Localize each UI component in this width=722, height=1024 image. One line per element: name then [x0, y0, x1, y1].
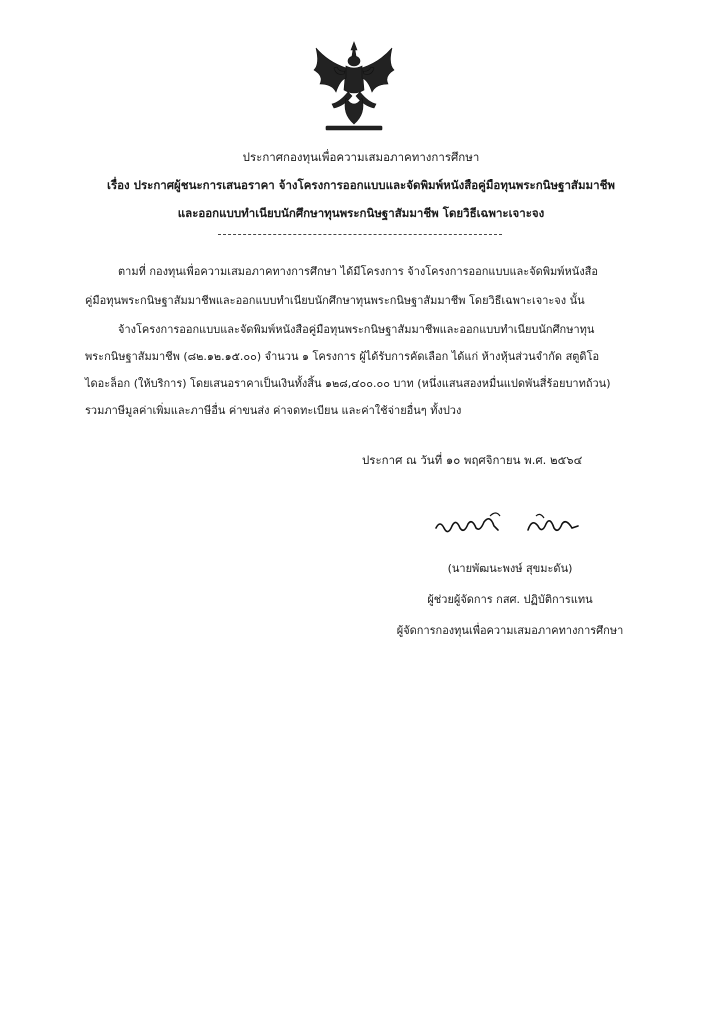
signatory-name: (นายพัฒนะพงษ์ สุขมะดัน) — [447, 562, 573, 575]
separator-line — [218, 234, 502, 235]
paragraph-2-line-4: รวมภาษีมูลค่าเพิ่มและภาษีอื่น ค่าขนส่ง ค่าจดทะเบียน และค่าใช้จ่ายอื่นๆ ทั้งปวง — [85, 404, 462, 417]
paragraph-2-line-1: จ้างโครงการออกแบบและจัดพิมพ์หนังสือคู่มือทุนพระกนิษฐาสัมมาชีพและออกแบบทำเนียบนักศึกษาทุน — [118, 323, 595, 336]
signatory-position-1: ผู้ช่วยผู้จัดการ กสศ. ปฏิบัติการแทน — [427, 593, 593, 606]
announcement-subject-line-2: และออกแบบทำเนียบนักศึกษาทุนพระกนิษฐาสัมมาชีพ โดยวิธีเฉพาะเจาะจง — [177, 206, 545, 220]
paragraph-2-line-2: พระกนิษฐาสัมมาชีพ (๘๒.๑๒.๑๕.๐๐) จำนวน ๑ โครงการ ผู้ได้รับการคัดเลือก ได้แก่ ห้างหุ้นส่วนจำกัด สตูดิโอ — [85, 350, 600, 363]
paragraph-1-line-2: คู่มือทุนพระกนิษฐาสัมมาชีพและออกแบบทำเนียบนักศึกษาทุนพระกนิษฐาสัมมาชีพ โดยวิธีเฉพาะเจาะจง นั้น — [85, 294, 585, 307]
paragraph-2-line-3: ไดอะล็อก (ให้บริการ) โดยเสนอราคาเป็นเงินทั้งสิ้น ๑๒๘,๔๐๐.๐๐ บาท (หนึ่งแสนสองหมื่นแปดพันสี่ร้อยบาทถ้วน) — [85, 377, 611, 390]
signatory-position-2: ผู้จัดการกองทุนเพื่อความเสมอภาคทางการศึกษา — [396, 624, 624, 637]
announcement-agency-title: ประกาศกองทุนเพื่อความเสมอภาคทางการศึกษา — [242, 150, 480, 164]
announcement-date: ประกาศ ณ วันที่ ๑๐ พฤศจิกายน พ.ศ. ๒๕๖๔ — [362, 453, 583, 467]
handwritten-signature — [432, 506, 592, 546]
paragraph-1-line-1: ตามที่ กองทุนเพื่อความเสมอภาคทางการศึกษา ได้มีโครงการ จ้างโครงการออกแบบและจัดพิมพ์หนังสือ — [118, 265, 599, 278]
announcement-subject-line-1: เรื่อง ประกาศผู้ชนะการเสนอราคา จ้างโครงการออกแบบและจัดพิมพ์หนังสือคู่มือทุนพระกนิษฐาสัมมาชีพ — [107, 178, 615, 192]
garuda-emblem-icon — [310, 40, 398, 136]
